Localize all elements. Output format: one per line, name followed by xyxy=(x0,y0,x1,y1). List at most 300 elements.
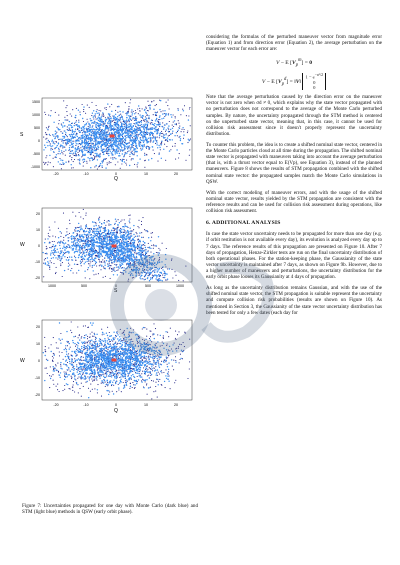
sample-point xyxy=(90,259,91,260)
sample-point xyxy=(178,346,179,347)
sample-point xyxy=(114,250,115,251)
sample-point xyxy=(115,164,116,165)
sample-point xyxy=(178,280,179,281)
sample-point xyxy=(169,350,170,351)
sample-point xyxy=(74,238,75,239)
sample-point xyxy=(95,133,96,134)
sample-point xyxy=(149,129,150,130)
sample-point xyxy=(143,120,144,121)
sample-point xyxy=(97,143,98,144)
sample-point xyxy=(171,348,172,349)
sample-point xyxy=(83,155,84,156)
sample-point xyxy=(160,100,161,101)
sample-point xyxy=(137,162,138,163)
sample-point xyxy=(132,137,133,138)
sample-point xyxy=(95,222,96,223)
y-tick: -10 xyxy=(34,376,40,380)
sample-point xyxy=(133,239,134,240)
sample-point xyxy=(121,117,122,118)
sample-point xyxy=(54,248,55,249)
sample-point xyxy=(135,110,136,111)
sample-point xyxy=(75,336,76,337)
sample-point xyxy=(102,236,103,237)
sample-point xyxy=(105,382,106,383)
sample-point xyxy=(98,155,99,156)
sample-point xyxy=(61,168,62,169)
sample-point xyxy=(62,390,63,391)
sample-point xyxy=(69,141,70,142)
sample-point xyxy=(183,110,184,111)
x-tick: 1000 xyxy=(48,284,56,288)
sample-point xyxy=(58,123,59,124)
sample-point xyxy=(128,133,129,134)
sample-point xyxy=(50,115,51,116)
sample-point xyxy=(71,159,72,160)
sample-point xyxy=(114,232,115,233)
sample-point xyxy=(63,246,64,247)
sample-point xyxy=(128,279,129,280)
sample-point xyxy=(182,109,183,110)
sample-point xyxy=(146,141,147,142)
x-ticks xyxy=(53,403,178,407)
sample-point xyxy=(141,120,142,121)
sample-point xyxy=(74,251,75,252)
sample-point xyxy=(175,339,176,340)
sample-point xyxy=(91,102,92,103)
sample-point xyxy=(109,254,110,255)
sample-point xyxy=(92,265,93,266)
sample-point xyxy=(165,131,166,132)
sample-point xyxy=(91,242,92,243)
sample-point xyxy=(74,159,75,160)
sample-point xyxy=(54,251,55,252)
sample-point xyxy=(55,257,56,258)
sample-point xyxy=(85,325,86,326)
sample-point xyxy=(64,253,65,254)
sample-point xyxy=(74,391,75,392)
sample-point xyxy=(144,155,145,156)
sample-point xyxy=(159,268,160,269)
sample-point xyxy=(96,105,97,106)
sample-point xyxy=(153,244,154,245)
sample-point xyxy=(161,261,162,262)
sample-point xyxy=(104,142,105,143)
sample-point xyxy=(89,265,90,266)
sample-point xyxy=(63,237,64,238)
sample-point xyxy=(109,119,110,120)
sample-point xyxy=(109,114,110,115)
sample-point xyxy=(65,134,66,135)
sample-point xyxy=(81,156,82,157)
sample-point xyxy=(150,368,151,369)
sample-point xyxy=(112,357,113,358)
sample-point xyxy=(146,121,147,122)
sample-point xyxy=(124,147,125,148)
sample-point xyxy=(109,125,110,126)
sample-point xyxy=(66,235,67,236)
sample-point xyxy=(92,336,93,337)
sample-point xyxy=(99,245,100,246)
sample-point xyxy=(50,149,51,150)
sample-point xyxy=(118,115,119,116)
sample-point xyxy=(101,329,102,330)
sample-point xyxy=(98,273,99,274)
sample-point xyxy=(99,222,100,223)
sample-point xyxy=(133,364,134,365)
sample-point xyxy=(58,128,59,129)
sample-point xyxy=(91,138,92,139)
sample-point xyxy=(149,274,150,275)
sample-point xyxy=(145,116,146,117)
sample-point xyxy=(108,264,109,265)
sample-point xyxy=(92,261,93,262)
sample-point xyxy=(84,271,85,272)
x-axis-label: Q xyxy=(114,176,118,182)
sample-point xyxy=(102,149,103,150)
sample-point xyxy=(113,143,114,144)
sample-point xyxy=(89,379,90,380)
sample-point xyxy=(88,261,89,262)
sample-point xyxy=(104,239,105,240)
sample-point xyxy=(84,128,85,129)
sample-point xyxy=(151,265,152,266)
sample-point xyxy=(89,229,90,230)
sample-point xyxy=(175,143,176,144)
sample-point xyxy=(122,111,123,112)
sample-point xyxy=(127,257,128,258)
sample-point xyxy=(75,145,76,146)
sample-point xyxy=(49,230,50,231)
sample-point xyxy=(127,267,128,268)
sample-point xyxy=(142,360,143,361)
sample-point xyxy=(150,273,151,274)
sample-point xyxy=(89,127,90,128)
sample-point xyxy=(181,129,182,130)
sample-point xyxy=(54,221,55,222)
sample-point xyxy=(101,116,102,117)
sample-point xyxy=(150,344,151,345)
sample-point xyxy=(58,251,59,252)
sample-point xyxy=(84,231,85,232)
sample-point xyxy=(79,234,80,235)
sample-point xyxy=(121,240,122,241)
sample-point xyxy=(98,225,99,226)
sample-point xyxy=(121,267,122,268)
sample-point xyxy=(133,111,134,112)
sample-point xyxy=(83,111,84,112)
sample-point xyxy=(117,227,118,228)
sample-point xyxy=(123,258,124,259)
sample-point xyxy=(176,132,177,133)
sample-point xyxy=(155,267,156,268)
sample-point xyxy=(89,342,90,343)
sample-point xyxy=(159,278,160,279)
sample-point xyxy=(130,245,131,246)
sample-point xyxy=(79,241,80,242)
sample-point xyxy=(55,245,56,246)
sample-point xyxy=(126,236,127,237)
sample-point xyxy=(112,341,113,342)
sample-point xyxy=(147,230,148,231)
sample-point xyxy=(69,129,70,130)
sample-point xyxy=(62,153,63,154)
sample-point xyxy=(75,134,76,135)
sample-point xyxy=(124,250,125,251)
sample-point xyxy=(89,244,90,245)
sample-point xyxy=(138,261,139,262)
x-tick: 0 xyxy=(115,284,117,288)
sample-point xyxy=(78,257,79,258)
sample-point xyxy=(73,384,74,385)
sample-point xyxy=(67,140,68,141)
sample-point xyxy=(104,252,105,253)
y-tick: 20 xyxy=(36,212,40,216)
sample-point xyxy=(44,112,45,113)
sample-point xyxy=(146,366,147,367)
sample-point xyxy=(125,380,126,381)
sample-point xyxy=(183,342,184,343)
sample-point xyxy=(132,112,133,113)
sample-point xyxy=(129,126,130,127)
sample-point xyxy=(184,332,185,333)
sample-point xyxy=(152,135,153,136)
y-axis-label: S xyxy=(20,132,24,138)
sample-point xyxy=(123,252,124,253)
sample-point xyxy=(81,336,82,337)
sample-point xyxy=(60,159,61,160)
sample-point xyxy=(96,242,97,243)
sample-point xyxy=(158,124,159,125)
sample-point xyxy=(141,149,142,150)
sample-point xyxy=(150,105,151,106)
sample-point xyxy=(98,126,99,127)
sample-point xyxy=(75,246,76,247)
sample-point xyxy=(97,236,98,237)
y-tick: 1000 xyxy=(32,113,40,117)
sample-point xyxy=(119,140,120,141)
sample-point xyxy=(71,241,72,242)
sample-point xyxy=(70,124,71,125)
sample-point xyxy=(126,343,127,344)
sample-point xyxy=(162,275,163,276)
sample-point xyxy=(58,139,59,140)
sample-point xyxy=(87,336,88,337)
sample-point xyxy=(110,233,111,234)
sample-point xyxy=(145,107,146,108)
sample-point xyxy=(115,143,116,144)
sample-point xyxy=(114,157,115,158)
sample-point xyxy=(155,127,156,128)
sample-point xyxy=(92,365,93,366)
sample-point xyxy=(138,272,139,273)
sample-point xyxy=(166,273,167,274)
sample-point xyxy=(133,234,134,235)
sample-point xyxy=(126,123,127,124)
sample-point xyxy=(127,127,128,128)
sample-point xyxy=(97,370,98,371)
sample-point xyxy=(48,126,49,127)
y-ticks xyxy=(35,325,40,397)
sample-point xyxy=(148,105,149,106)
sample-point xyxy=(87,338,88,339)
sample-point xyxy=(111,125,112,126)
sample-point xyxy=(154,262,155,263)
sample-point xyxy=(182,358,183,359)
sample-point xyxy=(167,105,168,106)
sample-point xyxy=(136,145,137,146)
sample-point xyxy=(107,263,108,264)
sample-point xyxy=(151,233,152,234)
sample-point xyxy=(159,115,160,116)
sample-point xyxy=(127,241,128,242)
sample-point xyxy=(106,153,107,154)
sample-point xyxy=(158,260,159,261)
sample-point xyxy=(178,331,179,332)
sample-point xyxy=(62,162,63,163)
sample-point xyxy=(95,147,96,148)
sample-point xyxy=(82,137,83,138)
sample-point xyxy=(70,347,71,348)
sample-point xyxy=(64,270,65,271)
sample-point xyxy=(128,130,129,131)
sample-point xyxy=(118,351,119,352)
sample-point xyxy=(107,327,108,328)
sample-point xyxy=(139,158,140,159)
sample-point xyxy=(47,261,48,262)
sample-point xyxy=(115,110,116,111)
sample-point xyxy=(114,241,115,242)
sample-point xyxy=(143,142,144,143)
sample-point xyxy=(100,141,101,142)
sample-point xyxy=(77,245,78,246)
sample-point xyxy=(45,163,46,164)
sample-point xyxy=(106,149,107,150)
sample-point xyxy=(57,135,58,136)
sample-point xyxy=(70,153,71,154)
sample-point xyxy=(127,133,128,134)
sample-point xyxy=(107,145,108,146)
sample-point xyxy=(146,267,147,268)
sample-point xyxy=(178,157,179,158)
sample-point xyxy=(119,377,120,378)
sample-point xyxy=(134,152,135,153)
sample-point xyxy=(162,110,163,111)
sample-point xyxy=(80,132,81,133)
sample-point xyxy=(107,151,108,152)
sample-point xyxy=(155,269,156,270)
sample-point xyxy=(69,223,70,224)
sample-point xyxy=(118,141,119,142)
sample-point xyxy=(138,239,139,240)
sample-point xyxy=(80,237,81,238)
sample-point xyxy=(128,106,129,107)
sample-point xyxy=(106,109,107,110)
sample-point xyxy=(61,252,62,253)
x-ticks xyxy=(53,172,178,176)
sample-point xyxy=(79,163,80,164)
sample-point xyxy=(95,117,96,118)
sample-point xyxy=(55,136,56,137)
sample-point xyxy=(177,131,178,132)
sample-point xyxy=(64,256,65,257)
sample-point xyxy=(125,148,126,149)
sample-point xyxy=(146,336,147,337)
y-tick: 10 xyxy=(36,228,40,232)
sample-point xyxy=(139,110,140,111)
sample-point xyxy=(144,167,145,168)
sample-point xyxy=(105,150,106,151)
sample-point xyxy=(105,241,106,242)
sample-point xyxy=(91,129,92,130)
sample-point xyxy=(97,384,98,385)
sample-point xyxy=(130,138,131,139)
sample-point xyxy=(139,232,140,233)
sample-point xyxy=(121,232,122,233)
sample-point xyxy=(90,256,91,257)
sample-point xyxy=(88,267,89,268)
sample-point xyxy=(57,137,58,138)
sample-point xyxy=(115,122,116,123)
sample-point xyxy=(121,131,122,132)
sample-point xyxy=(154,153,155,154)
sample-point xyxy=(142,148,143,149)
sample-point xyxy=(56,342,57,343)
sample-point xyxy=(92,133,93,134)
sample-point xyxy=(116,256,117,257)
sample-point xyxy=(110,120,111,121)
sample-point xyxy=(143,367,144,368)
sample-point xyxy=(158,252,159,253)
sample-point xyxy=(135,116,136,117)
y-tick: -20 xyxy=(34,393,40,397)
sample-point xyxy=(53,158,54,159)
sample-point xyxy=(130,240,131,241)
sample-point xyxy=(110,255,111,256)
sample-point xyxy=(99,265,100,266)
sample-point xyxy=(154,269,155,270)
sample-point xyxy=(118,259,119,260)
sample-point xyxy=(141,237,142,238)
sample-point xyxy=(161,141,162,142)
y-ticks xyxy=(35,212,40,280)
sample-point xyxy=(133,229,134,230)
sample-point xyxy=(104,236,105,237)
sample-point xyxy=(100,139,101,140)
sample-point xyxy=(60,241,61,242)
sample-point xyxy=(121,135,122,136)
sample-point xyxy=(78,255,79,256)
sample-point xyxy=(127,113,128,114)
sample-point xyxy=(147,369,148,370)
sample-point xyxy=(142,262,143,263)
sample-point xyxy=(157,268,158,269)
sample-point xyxy=(115,158,116,159)
sample-point xyxy=(53,357,54,358)
sample-point xyxy=(114,261,115,262)
sample-point xyxy=(77,129,78,130)
sample-point xyxy=(84,136,85,137)
sample-point xyxy=(77,227,78,228)
sample-point xyxy=(175,331,176,332)
sample-point xyxy=(189,149,190,150)
sample-point xyxy=(139,371,140,372)
sample-point xyxy=(144,136,145,137)
sample-point xyxy=(77,133,78,134)
sample-point xyxy=(134,250,135,251)
sample-point xyxy=(164,273,165,274)
sample-point xyxy=(177,108,178,109)
sample-point xyxy=(99,226,100,227)
